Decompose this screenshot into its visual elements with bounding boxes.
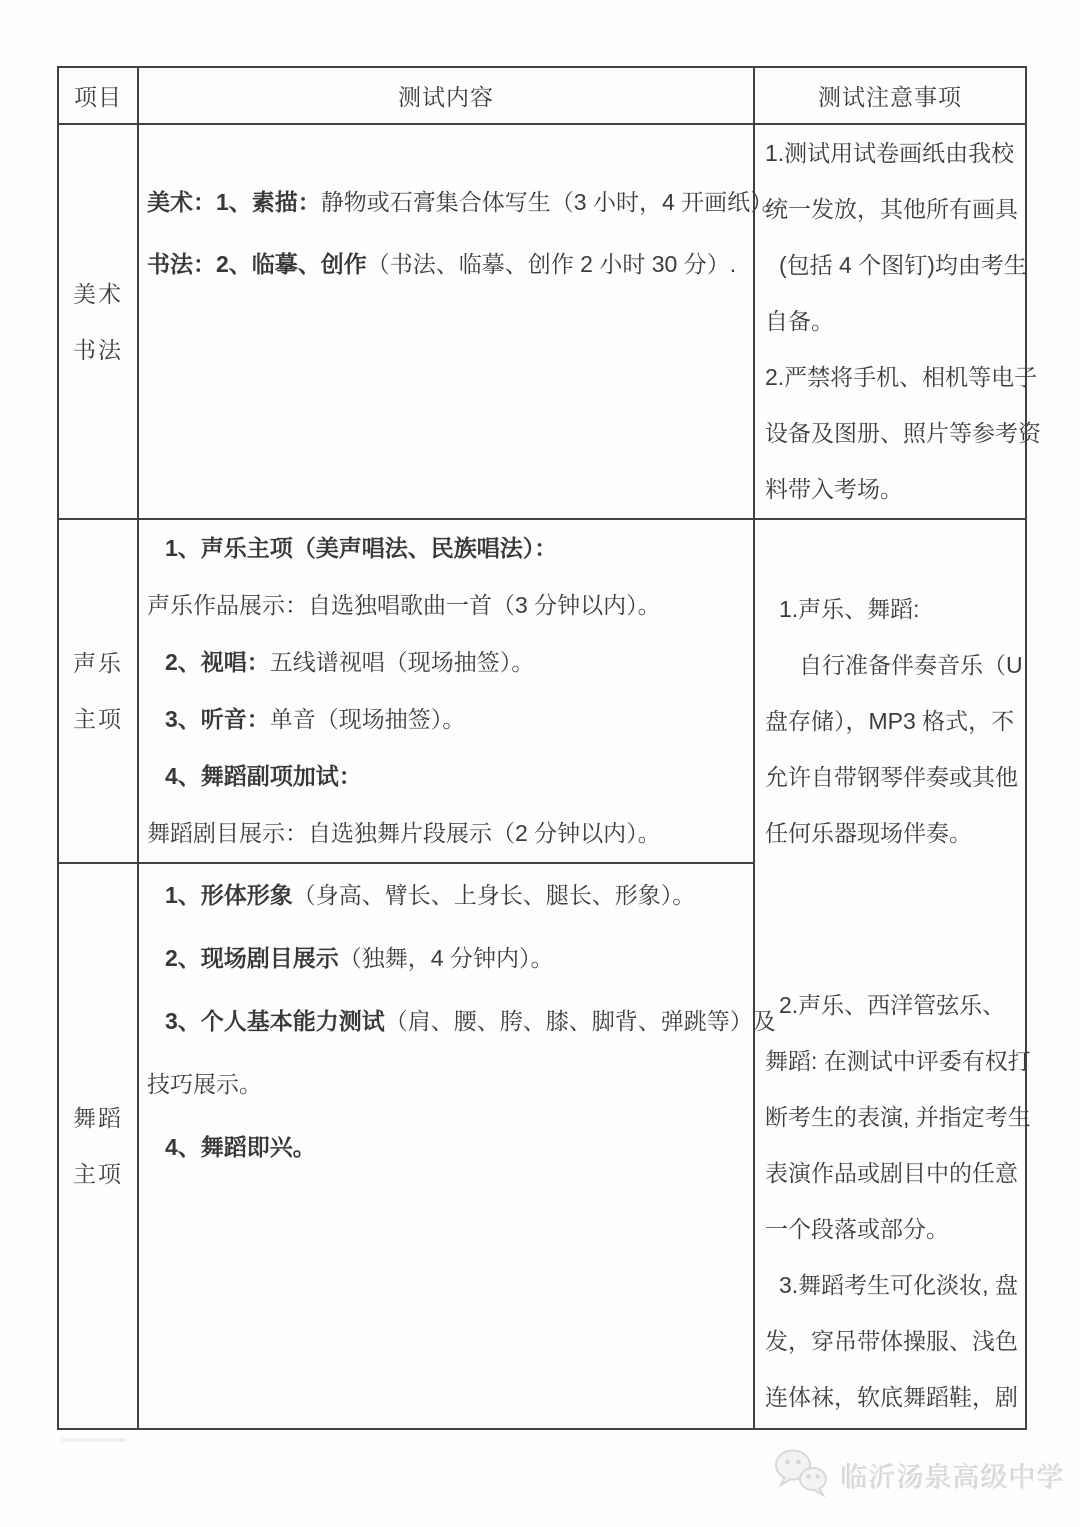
project-label-line: 书法 <box>73 336 123 363</box>
content-line <box>147 1053 749 1116</box>
note-line: 允许自带钢琴伴奏或其他 <box>765 764 1018 790</box>
note-line: (包括 4 个图钉)均由考生 <box>779 252 1027 278</box>
header-cell-project: 项目 <box>58 67 138 124</box>
note-line: 表演作品或剧目中的任意 <box>765 1160 1018 1186</box>
content-cell-dance <box>138 863 776 1429</box>
content-line <box>147 691 749 748</box>
project-label-line: 声乐 <box>73 650 123 676</box>
header-cell-notes: 测试注意事项 <box>754 67 1026 124</box>
project-label-line: 美术 <box>73 280 123 307</box>
content-line-bold: 3、个人基本能力测试 <box>165 1008 385 1034</box>
content-line-bold: 1、形体形象 <box>165 882 293 908</box>
content-line-text: （书法、临摹、创作 2 小时 30 分）. <box>366 251 737 277</box>
note-line: 盘存储），MP3 格式，不 <box>765 708 1015 734</box>
note-line: 料带入考场。 <box>765 476 903 502</box>
note-line: 1.声乐、舞蹈: <box>779 596 920 622</box>
note-line: 设备及图册、照片等参考资 <box>765 420 1041 446</box>
content-line-text: （肩、腰、胯、膝、脚背、弹跳等）及 <box>384 1008 776 1034</box>
content-line-text: （独舞，4 分钟内）。 <box>338 945 554 971</box>
content-cell-vocal <box>138 519 754 863</box>
project-label-line: 主项 <box>73 1161 123 1187</box>
row-vocal <box>58 519 1026 863</box>
exam-table <box>57 66 1041 1430</box>
content-line-bold: 书法：2、临摹、创作 <box>147 251 367 277</box>
content-line <box>147 864 749 927</box>
note-line: 发，穿吊带体操服、浅色 <box>765 1328 1018 1354</box>
watermark <box>773 1448 1065 1502</box>
header-cell-content: 测试内容 <box>138 67 754 124</box>
note-line: 统一发放，其他所有画具 <box>765 196 1018 222</box>
notes-cell-vocal-dance <box>754 519 1031 1429</box>
watermark-school-name: 临沂汤泉高级中学 <box>841 1462 1065 1493</box>
note-line: 舞蹈: 在测试中评委有权打 <box>765 1048 1031 1074</box>
content-cell-art <box>138 124 785 519</box>
note-line: 自备。 <box>765 308 834 334</box>
content-line <box>147 233 749 295</box>
content-line-text: 技巧展示。 <box>147 1071 262 1097</box>
content-line-bold: 2、现场剧目展示 <box>165 945 339 971</box>
note-line: 3.舞蹈考生可化淡妆, 盘 <box>779 1272 1018 1298</box>
note-block-2 <box>765 977 1031 1257</box>
content-line-text: 声乐作品展示：自选独唱歌曲一首（3 分钟以内）。 <box>147 592 661 618</box>
content-line-text: 五线谱视唱（现场抽签）。 <box>269 649 535 675</box>
note-line: 自行准备伴奏音乐（U <box>799 652 1023 678</box>
note-line: 1.测试用试卷画纸由我校 <box>765 140 1015 166</box>
note-line: 一个段落或部分。 <box>765 1216 949 1242</box>
note-line: 2.声乐、西洋管弦乐、 <box>779 992 1006 1018</box>
content-line-bold: 3、听音： <box>165 706 270 732</box>
content-line <box>147 927 749 990</box>
content-line <box>147 171 785 233</box>
content-line-text: 舞蹈剧目展示：自选独舞片段展示（2 分钟以内）。 <box>147 820 661 846</box>
content-line-bold: 4、舞蹈即兴。 <box>165 1134 316 1160</box>
content-line <box>147 805 749 862</box>
content-line <box>147 990 776 1053</box>
notes-cell-art <box>754 124 1041 519</box>
content-line <box>147 748 749 805</box>
note-block-3 <box>765 1257 1019 1425</box>
note-block-1 <box>765 581 1023 861</box>
content-line-bold: 4、舞蹈副项加试： <box>165 763 362 789</box>
scan-artifact <box>62 1438 126 1442</box>
note-line: 连体袜，软底舞蹈鞋，剧 <box>765 1384 1018 1410</box>
note-line: 断考生的表演, 并指定考生 <box>765 1104 1031 1130</box>
project-label-line: 主项 <box>73 706 123 732</box>
content-line-bold: 美术：1、素描： <box>147 189 321 215</box>
row-art-calligraphy <box>58 124 1026 519</box>
content-line-bold: 1、声乐主项（美声唱法、民族唱法）： <box>165 535 558 561</box>
content-line <box>147 634 749 691</box>
content-line-text: 静物或石膏集合体写生（3 小时，4 开画纸）。 <box>320 189 785 215</box>
note-line: 任何乐器现场伴奏。 <box>765 820 972 846</box>
project-cell-art <box>58 124 138 519</box>
content-line <box>147 1116 749 1179</box>
content-line-text: 单音（现场抽签）。 <box>269 706 466 732</box>
content-line <box>147 577 749 634</box>
project-cell-vocal <box>58 519 138 863</box>
header-row <box>58 67 1026 124</box>
note-line: 2.严禁将手机、相机等电子 <box>765 364 1038 390</box>
content-line-text: （身高、臂长、上身长、腿长、形象）。 <box>292 882 696 908</box>
wechat-logo-icon <box>773 1448 831 1503</box>
project-cell-dance <box>58 863 138 1429</box>
content-line <box>147 520 749 577</box>
content-line-bold: 2、视唱： <box>165 649 270 675</box>
project-label-line: 舞蹈 <box>73 1105 123 1131</box>
